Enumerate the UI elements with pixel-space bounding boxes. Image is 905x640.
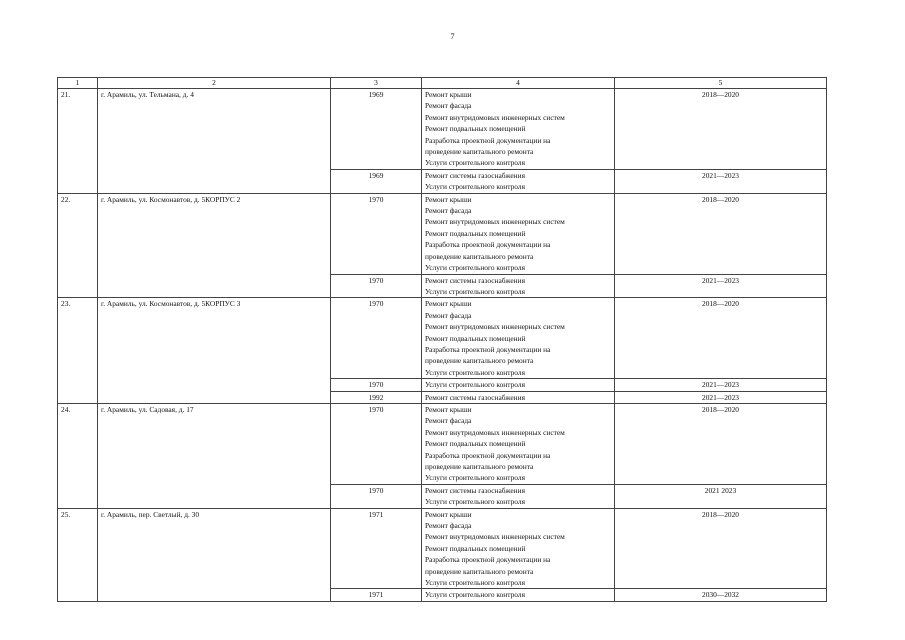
header-col-4: 4 [422, 78, 615, 89]
period-cell: 2021—2023 [615, 379, 827, 391]
work-item: Ремонт подвальных помещений [425, 333, 526, 343]
work-item: Ремонт фасада [425, 206, 472, 216]
work-item: Услуги строительного контроля [425, 578, 525, 588]
work-item: Ремонт подвальных помещений [425, 543, 526, 553]
work-item: Ремонт крыши [425, 404, 472, 414]
period-cell: 2021—2023 [615, 274, 827, 298]
address-cell: г. Арамиль, ул. Садовая, д. 17 [98, 403, 331, 508]
work-item: Ремонт подвальных помещений [425, 228, 526, 238]
work-item: Ремонт крыши [425, 299, 472, 309]
works-cell [422, 193, 615, 274]
year-cell: 1971 [331, 508, 422, 589]
work-item: Ремонт системы газоснабжения [425, 170, 525, 180]
work-item: Услуги строительного контроля [425, 263, 525, 273]
table-row [58, 193, 827, 274]
work-item: Ремонт системы газоснабжения [425, 485, 525, 495]
work-item: Ремонт подвальных помещений [425, 439, 526, 449]
address-cell: г. Арамиль, ул. Тельмана, д. 4 [98, 89, 331, 194]
works-cell [422, 391, 615, 403]
year-cell: 1971 [331, 589, 422, 601]
page-number: 7 [450, 32, 455, 41]
work-item: Ремонт подвальных помещений [425, 124, 526, 134]
work-item: Услуги строительного контроля [425, 158, 525, 168]
year-cell: 1969 [331, 169, 422, 193]
period-cell: 2018—2020 [615, 298, 827, 379]
work-item: Разработка проектной документации на [425, 135, 551, 145]
period-cell: 2018—2020 [615, 89, 827, 170]
works-cell [422, 508, 615, 589]
address-cell: г. Арамиль, ул. Космонавтов, д. 5КОРПУС 2 [98, 193, 331, 298]
address-cell: г. Арамиль, ул. Космонавтов, д. 5КОРПУС 3 [98, 298, 331, 404]
work-item: Услуги строительного контроля [425, 182, 525, 192]
period-cell: 2021—2023 [615, 169, 827, 193]
work-item: Услуги строительного контроля [425, 367, 525, 377]
table-row [58, 298, 827, 379]
work-item: проведение капитального ремонта [425, 251, 534, 261]
table-row [58, 508, 827, 589]
works-cell [422, 89, 615, 170]
header-col-1: 1 [58, 78, 98, 89]
period-cell: 2018—2020 [615, 508, 827, 589]
works-cell [422, 403, 615, 484]
works-cell [422, 169, 615, 193]
table-body [58, 89, 827, 602]
works-cell [422, 484, 615, 508]
work-item: проведение капитального ремонта [425, 566, 534, 576]
works-cell [422, 589, 615, 601]
period-cell: 2018—2020 [615, 403, 827, 484]
work-item: проведение капитального ремонта [425, 147, 534, 157]
year-cell: 1992 [331, 391, 422, 403]
work-item: Услуги строительного контроля [425, 286, 525, 296]
work-item: Ремонт внутридомовых инженерных систем [425, 217, 565, 227]
work-item: Услуги строительного контроля [425, 590, 525, 600]
work-item: Ремонт крыши [425, 194, 472, 204]
header-col-2: 2 [98, 78, 331, 89]
works-cell [422, 379, 615, 391]
work-item: Ремонт внутридомовых инженерных систем [425, 427, 565, 437]
row-number: 21. [58, 89, 98, 194]
period-cell: 2030—2032 [615, 589, 827, 601]
header-row [58, 78, 827, 89]
year-cell: 1969 [331, 89, 422, 170]
works-cell [422, 274, 615, 298]
work-item: Ремонт внутридомовых инженерных систем [425, 532, 565, 542]
work-item: проведение капитального ремонта [425, 462, 534, 471]
year-cell: 1970 [331, 193, 422, 274]
work-item: Ремонт системы газоснабжения [425, 275, 525, 285]
header-col-3: 3 [331, 78, 422, 89]
work-item: Ремонт фасада [425, 521, 472, 531]
work-item: Разработка проектной документации на [425, 555, 551, 565]
period-cell: 2021—2023 [615, 391, 827, 403]
work-item: Ремонт крыши [425, 90, 472, 99]
row-number: 25. [58, 508, 98, 601]
row-number: 22. [58, 193, 98, 298]
work-item: проведение капитального ремонта [425, 356, 534, 366]
row-number: 24. [58, 403, 98, 508]
work-item: Услуги строительного контроля [425, 380, 525, 390]
work-item: Разработка проектной документации на [425, 344, 551, 354]
period-cell: 2018—2020 [615, 193, 827, 274]
works-cell [422, 298, 615, 379]
address-cell: г. Арамиль, пер. Светлый, д. 30 [98, 508, 331, 601]
work-item: Услуги строительного контроля [425, 497, 525, 507]
year-cell: 1970 [331, 274, 422, 298]
work-item: Разработка проектной документации на [425, 240, 551, 250]
year-cell: 1970 [331, 403, 422, 484]
year-cell: 1970 [331, 379, 422, 391]
year-cell: 1970 [331, 298, 422, 379]
table-row [58, 89, 827, 170]
year-cell: 1970 [331, 484, 422, 508]
row-number: 23. [58, 298, 98, 404]
work-item: Ремонт внутридомовых инженерных систем [425, 322, 565, 332]
header-col-5: 5 [615, 78, 827, 89]
work-item: Ремонт фасада [425, 101, 472, 111]
work-item: Ремонт внутридомовых инженерных систем [425, 112, 565, 122]
table-row [58, 403, 827, 484]
work-item: Услуги строительного контроля [425, 473, 525, 483]
period-cell: 2021 2023 [615, 484, 827, 508]
capital-repair-table [57, 77, 827, 602]
work-item: Ремонт системы газоснабжения [425, 392, 525, 402]
work-item: Ремонт крыши [425, 509, 472, 519]
work-item: Разработка проектной документации на [425, 450, 551, 460]
work-item: Ремонт фасада [425, 310, 472, 320]
work-item: Ремонт фасада [425, 416, 472, 426]
